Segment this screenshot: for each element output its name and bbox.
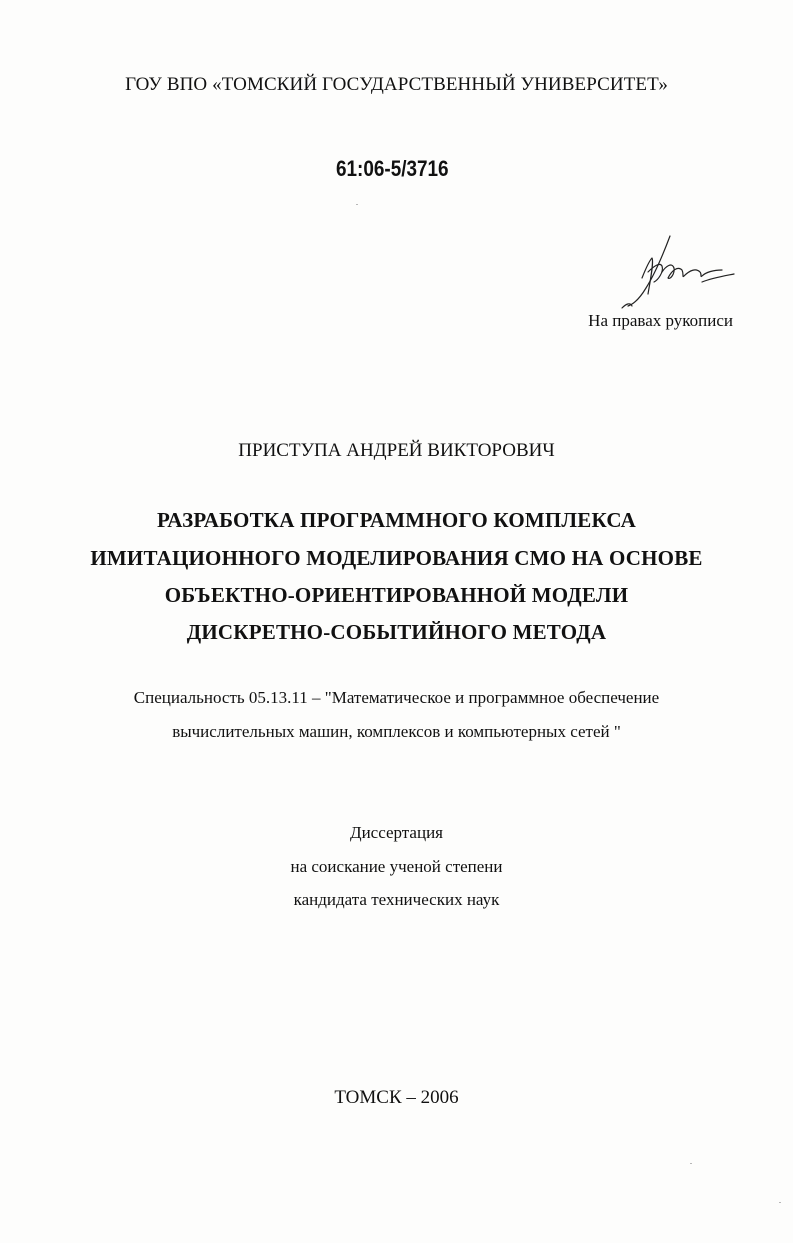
author-name: ПРИСТУПА АНДРЕЙ ВИКТОРОВИЧ [238, 440, 555, 461]
title-line: РАЗРАБОТКА ПРОГРАММНОГО КОМПЛЕКСА [156, 508, 637, 532]
scan-speck [690, 1163, 692, 1164]
city-year: ТОМСК – 2006 [334, 1087, 459, 1108]
scan-speck [356, 204, 358, 205]
title-line: ДИСКРЕТНО-СОБЫТИЙНОГО МЕТОДА [186, 620, 607, 644]
scan-speck [779, 1202, 781, 1203]
registry-code: 61:06-5/3716 [336, 156, 449, 181]
handwritten-signature [612, 232, 742, 314]
specialty-line: Специальность 05.13.11 – "Математическое и программное обеспечение [133, 688, 660, 707]
rights-note: На правах рукописи [588, 311, 733, 330]
institution-name: ГОУ ВПО «ТОМСКИЙ ГОСУДАРСТВЕННЫЙ УНИВЕРСИТЕТ» [125, 74, 668, 95]
dissertation-line: Диссертация [349, 823, 443, 842]
title-line: ИМИТАЦИОННОГО МОДЕЛИРОВАНИЯ СМО НА ОСНОВЕ [90, 546, 703, 570]
title-line: ОБЪЕКТНО-ОРИЕНТИРОВАННОЙ МОДЕЛИ [164, 583, 629, 607]
specialty-line: вычислительных машин, комплексов и компьютерных сетей " [172, 722, 621, 741]
dissertation-line: кандидата технических наук [293, 890, 500, 909]
dissertation-line: на соискание ученой степени [290, 857, 503, 876]
